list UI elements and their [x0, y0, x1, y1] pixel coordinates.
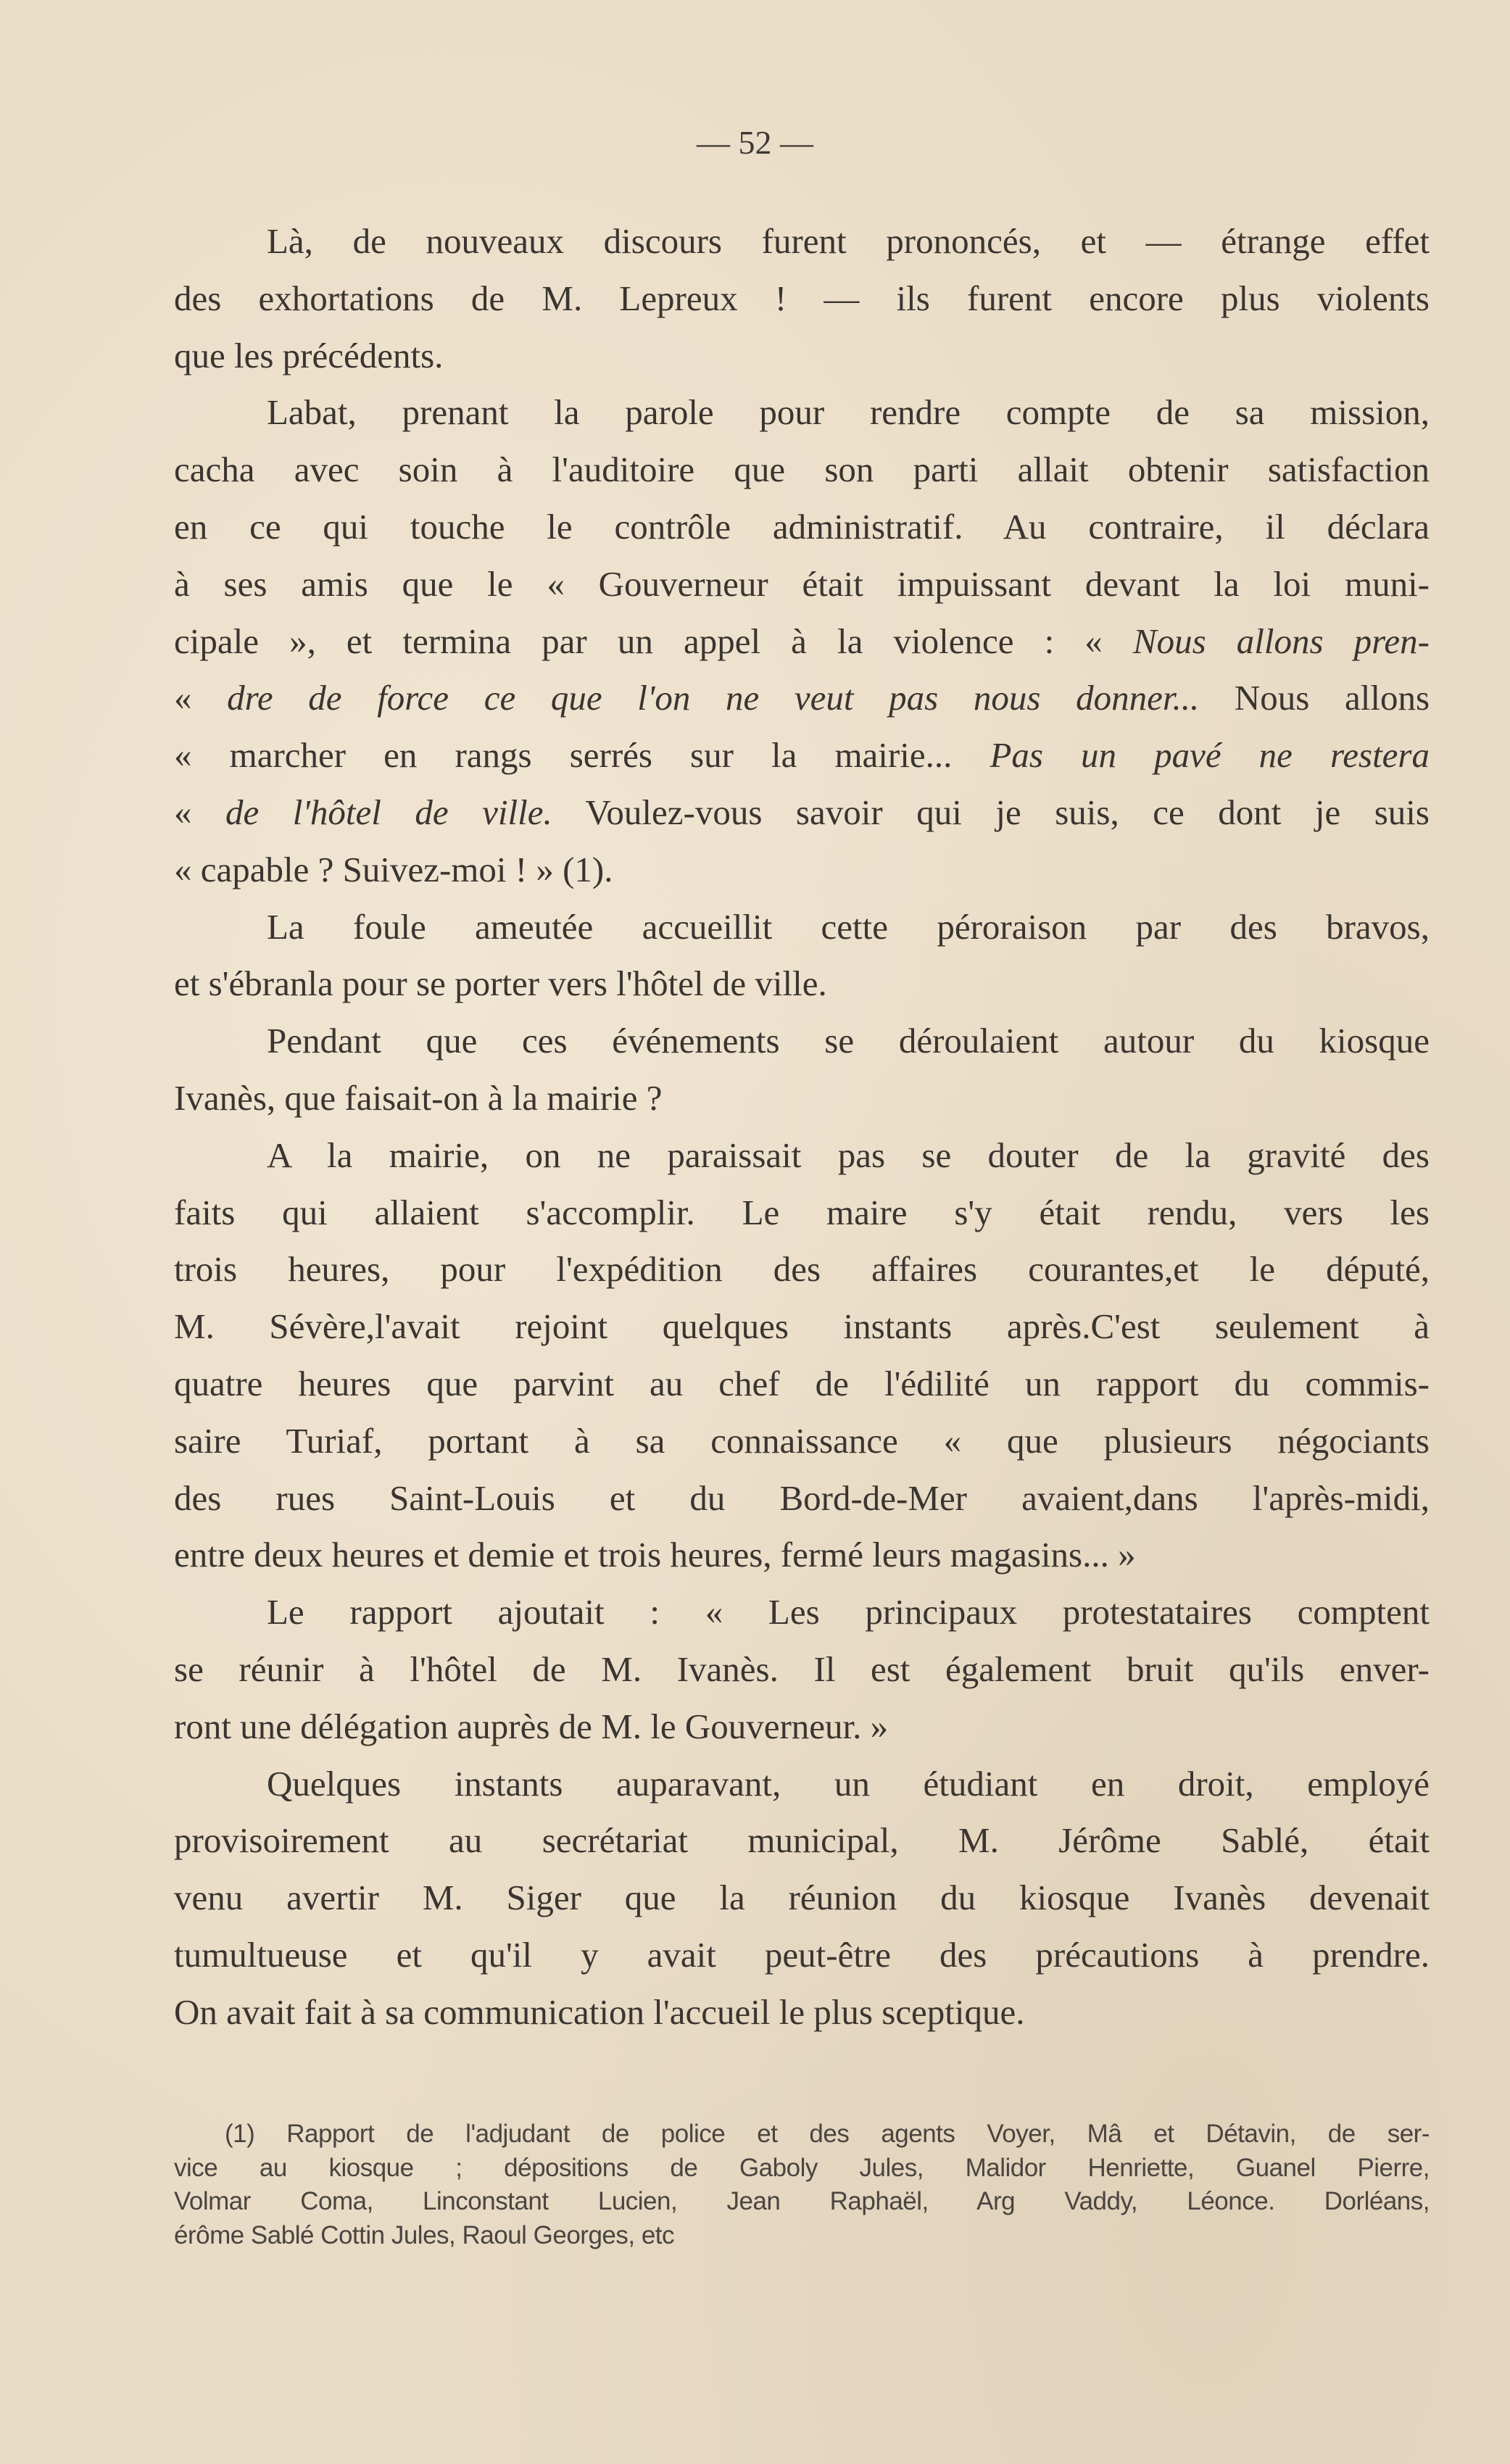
text-line — [267, 383, 1430, 441]
text-segment: se réunir à l'hôtel de M. Ivanès. Il est également bruit qu'ils enver- — [174, 1649, 1430, 1689]
text-line — [174, 327, 1430, 384]
text-line — [174, 1640, 1430, 1698]
text-line — [174, 1869, 1430, 1926]
text-segment: « — [174, 792, 226, 832]
text-segment: La foule ameutée accueillit cette péroraison par des bravos, — [267, 906, 1430, 947]
text-segment: Pendant que ces événements se déroulaient autour du kiosque — [267, 1021, 1430, 1061]
text-line — [174, 955, 1430, 1012]
footnote-line: Volmar Coma, Linconstant Lucien, Jean Raphaël, Arg Vaddy, Léonce. Dorléans, — [174, 2187, 1430, 2216]
text-segment: à ses amis que le « Gouverneur était impuissant devant la loi muni- — [174, 563, 1430, 604]
text-line — [174, 1812, 1430, 1869]
text-segment: Le rapport ajoutait : « Les principaux protestataires comptent — [267, 1592, 1430, 1633]
text-segment: cacha avec soin à l'auditoire que son parti allait obtenir satisfaction — [174, 449, 1430, 490]
text-line — [174, 1240, 1430, 1298]
text-segment: « capable ? Suivez-moi ! » (1). — [174, 849, 613, 889]
text-segment: en ce qui touche le contrôle administratif. Au contraire, il déclara — [174, 507, 1430, 547]
text-segment: et s'ébranla pour se porter vers l'hôtel de ville. — [174, 963, 827, 1004]
text-segment: A la mairie, on ne paraissait pas se douter de la gravité des — [267, 1134, 1430, 1175]
text-line — [174, 1526, 1430, 1583]
text-segment: Là, de nouveaux discours furent prononcés, et — étrange effet — [267, 221, 1430, 261]
text-segment: des rues Saint-Louis et du Bord-de-Mer avaient,dans l'après-midi, — [174, 1477, 1430, 1518]
text-line — [174, 1698, 1430, 1755]
text-segment: des exhortations de M. Lepreux ! — ils furent encore plus violents — [174, 278, 1430, 318]
text-segment: cipale », et termina par un appel à la violence : « — [174, 621, 1133, 661]
text-segment: entre deux heures et demie et trois heures, fermé leurs magasins... » — [174, 1535, 1136, 1575]
footnote-line: érôme Sablé Cottin Jules, Raoul Georges, etc — [174, 2220, 675, 2249]
text-segment: Ivanès, que faisait-on à la mairie ? — [174, 1078, 663, 1118]
text-line — [174, 669, 1430, 726]
text-line — [174, 498, 1430, 555]
text-line — [174, 555, 1430, 613]
text-segment: quatre heures que parvint au chef de l'édilité un rapport du commis- — [174, 1364, 1430, 1403]
text-line — [174, 1069, 1430, 1127]
text-line — [174, 1469, 1430, 1527]
text-line — [174, 1298, 1430, 1355]
text-line — [174, 441, 1430, 498]
text-segment: que les précédents. — [174, 335, 444, 376]
text-line — [174, 1926, 1430, 1983]
text-segment: provisoirement au secrétariat municipal, M. Jérôme Sablé, était — [174, 1820, 1430, 1861]
text-line — [174, 841, 1430, 898]
text-segment: faits qui allaient s'accomplir. Le maire s'y était rendu, vers les — [174, 1192, 1430, 1232]
text-line — [267, 1012, 1430, 1069]
italic-quote-segment: Nous allons pren- — [1132, 621, 1430, 661]
footnote-line: (1) Rapport de l'adjudant de police et des agents Voyer, Mâ et Détavin, de ser- — [225, 2120, 1430, 2148]
text-segment: tumultueuse et qu'il y avait peut-être des précautions à prendre. — [174, 1935, 1430, 1975]
text-line — [174, 613, 1430, 670]
text-segment: On avait fait à sa communication l'accueil le plus sceptique. — [174, 1991, 1025, 2032]
footnote-line: vice au kiosque ; dépositions de Gaboly Jules, Malidor Henriette, Guanel Pierre, — [174, 2153, 1430, 2182]
italic-quote-segment: de l'hôtel de ville. — [225, 792, 552, 832]
text-segment: trois heures, pour l'expédition des affaires courantes,et le député, — [174, 1249, 1430, 1290]
text-line — [267, 1127, 1430, 1184]
text-line — [267, 898, 1430, 955]
text-segment: Voulez-vous savoir qui je suis, ce dont je suis — [552, 792, 1430, 832]
text-line — [174, 270, 1430, 327]
italic-quote-segment: Pas un pavé ne restera — [990, 735, 1430, 776]
text-segment: Labat, prenant la parole pour rendre compte de sa mission, — [267, 392, 1430, 433]
text-segment: « — [174, 678, 228, 718]
text-line — [174, 1355, 1430, 1412]
text-segment: Quelques instants auparavant, un étudiant en droit, employé — [267, 1763, 1430, 1804]
text-line — [174, 784, 1430, 841]
text-segment: Nous allons — [1199, 678, 1430, 718]
text-segment: « marcher en rangs serrés sur la mairie... — [174, 735, 990, 776]
text-line — [267, 1755, 1430, 1812]
text-segment: M. Sévère,l'avait rejoint quelques instants après.C'est seulement à — [174, 1306, 1430, 1347]
text-line — [174, 726, 1430, 784]
text-line — [267, 1583, 1430, 1640]
text-line — [267, 212, 1430, 270]
text-segment: ront une délégation auprès de M. le Gouverneur. » — [174, 1706, 889, 1746]
text-line — [174, 1184, 1430, 1241]
page-number: — 52 — — [697, 124, 813, 161]
italic-quote-segment: dre de force ce que l'on ne veut pas nous donner... — [227, 678, 1200, 718]
text-line — [174, 1983, 1430, 2041]
text-segment: saire Turiaf, portant à sa connaissance « que plusieurs négociants — [174, 1420, 1430, 1461]
text-segment: venu avertir M. Siger que la réunion du kiosque Ivanès devenait — [174, 1878, 1430, 1918]
text-line — [174, 1412, 1430, 1469]
